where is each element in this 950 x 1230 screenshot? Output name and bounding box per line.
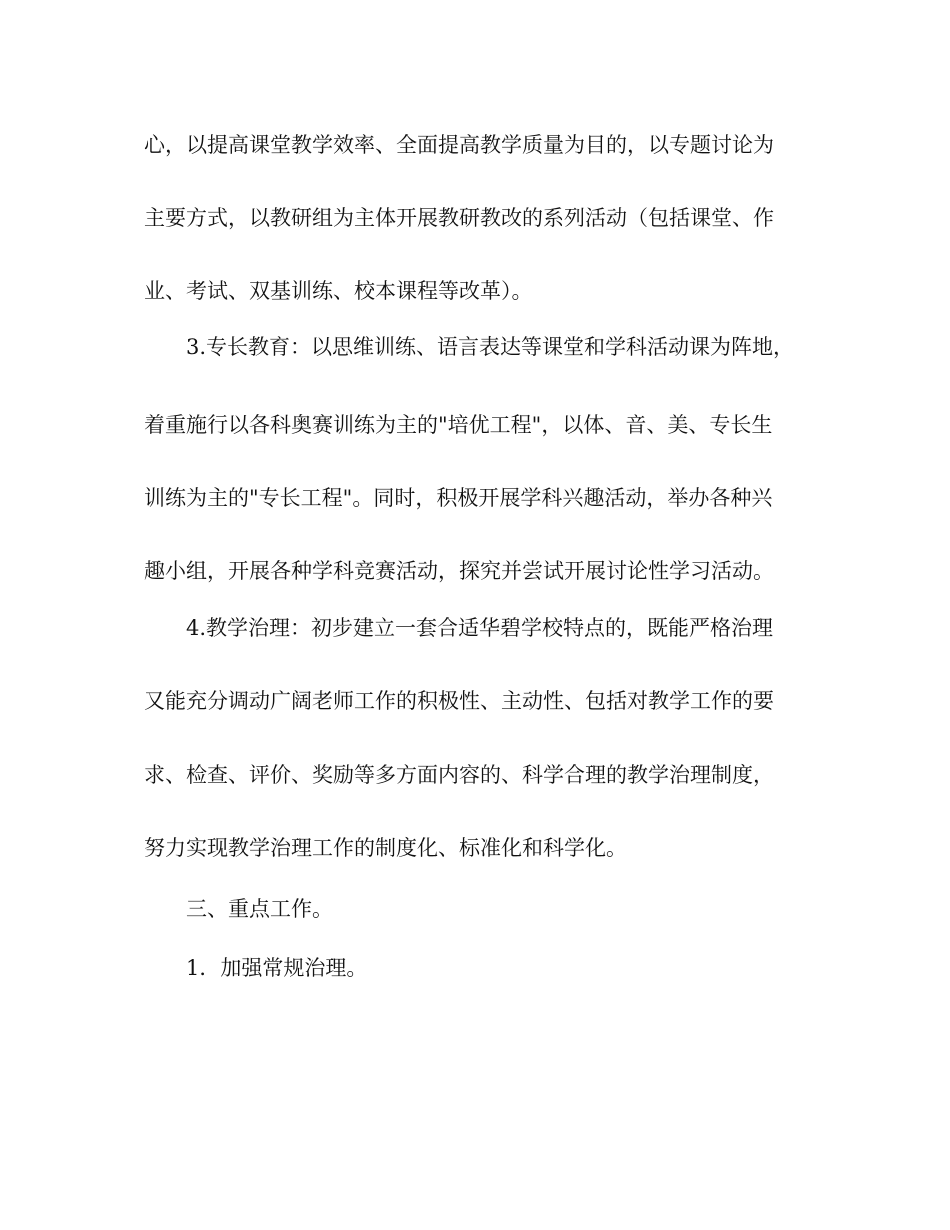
paragraph-line: 心，以提高课堂教学效率、全面提高教学质量为目的，以专题讨论为 [144, 133, 774, 157]
paragraph-line: 4.教学治理：初步建立一套合适华碧学校特点的，既能严格治理 [186, 616, 774, 640]
paragraph-line: 业、考试、双基训练、校本课程等改革）。 [144, 279, 533, 303]
section-heading: 三、重点工作。 [186, 897, 333, 921]
paragraph-line: 趣小组，开展各种学科竞赛活动，探究并尝试开展讨论性学习活动。 [144, 559, 774, 583]
subsection-heading: 1．加强常规治理。 [186, 956, 368, 980]
paragraph-line: 求、检查、评价、奖励等多方面内容的、科学合理的教学治理制度， [144, 763, 774, 787]
paragraph-line: 训练为主的"专长工程"。同时，积极开展学科兴趣活动，举办各种兴 [144, 486, 773, 510]
paragraph-line: 主要方式，以教研组为主体开展教研教改的系列活动（包括课堂、作 [144, 206, 774, 230]
paragraph-line: 3.专长教育：以思维训练、语言表达等课堂和学科活动课为阵地， [186, 335, 795, 359]
paragraph-line: 又能充分调动广阔老师工作的积极性、主动性、包括对教学工作的要 [144, 689, 774, 713]
paragraph-line: 着重施行以各科奥赛训练为主的"培优工程"，以体、音、美、专长生 [144, 413, 773, 437]
paragraph-line: 努力实现教学治理工作的制度化、标准化和科学化。 [144, 836, 627, 860]
